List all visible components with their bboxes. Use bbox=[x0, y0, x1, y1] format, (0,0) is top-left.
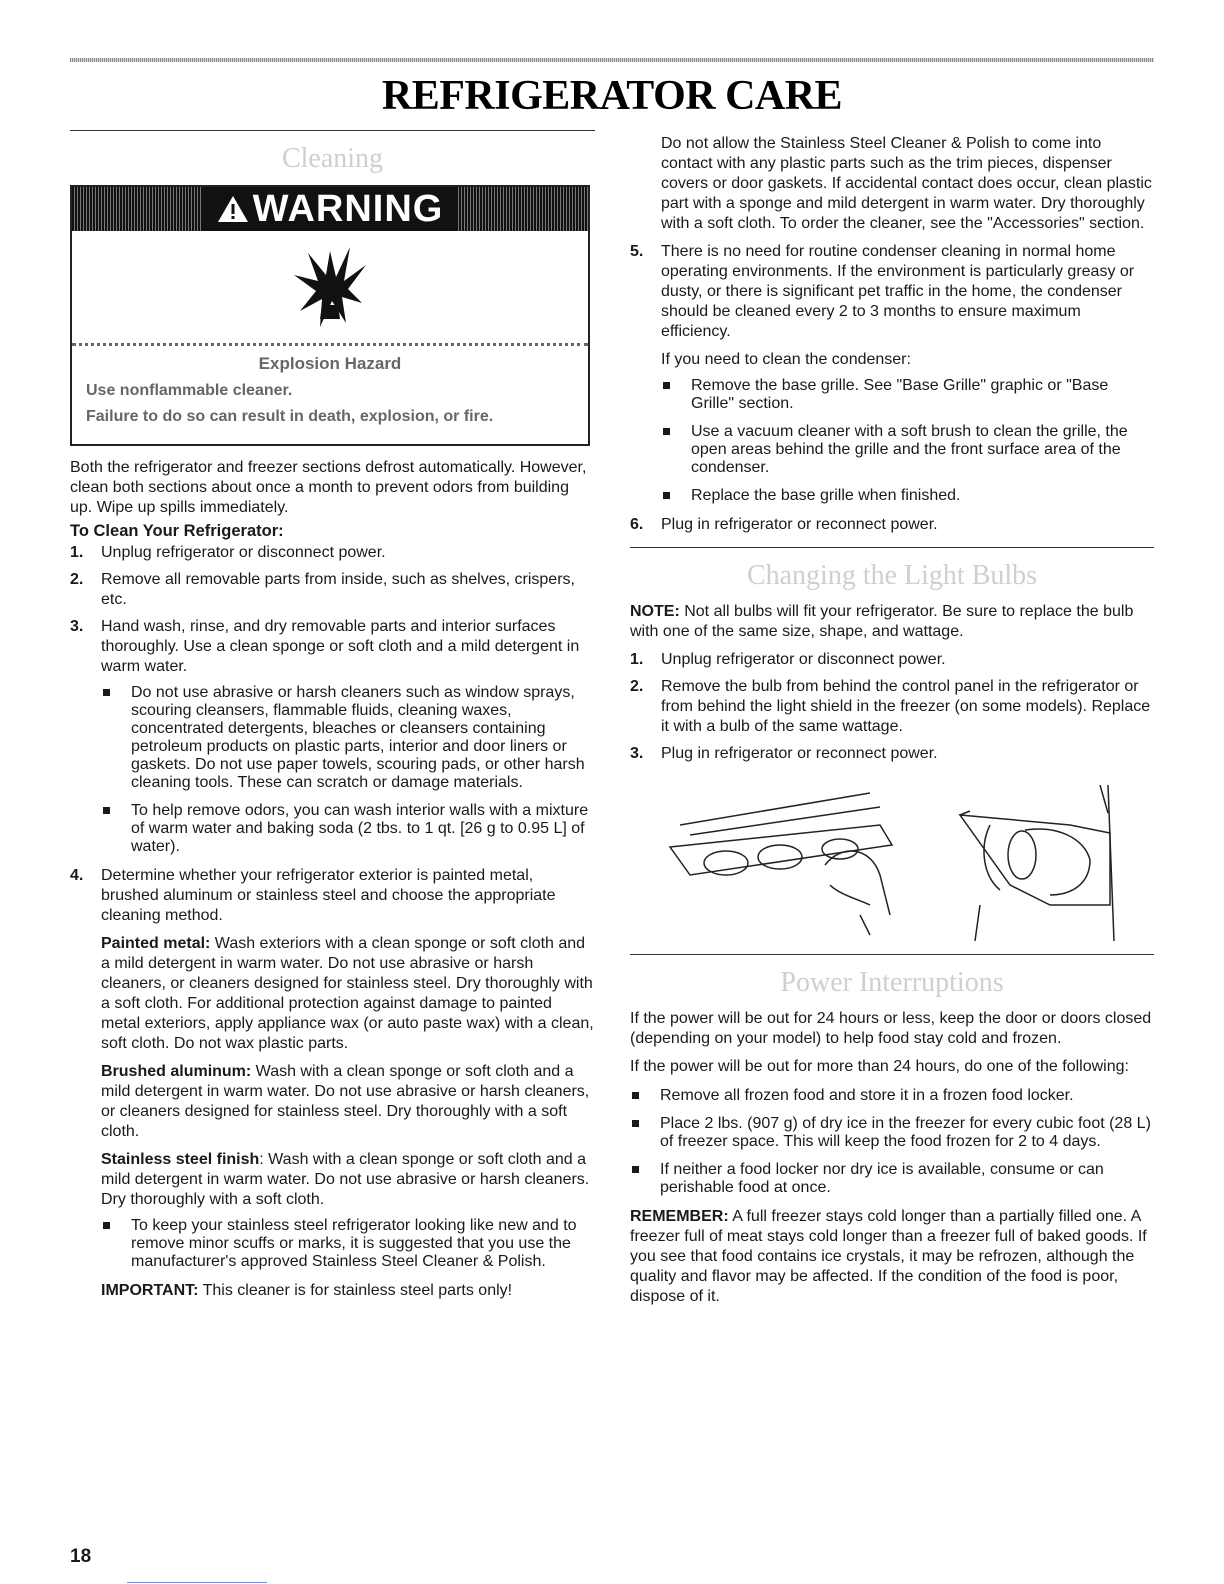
note-label: NOTE: bbox=[630, 603, 680, 620]
brushed-text: Wash with a clean sponge or soft cloth and a mild detergent in warm water. Do not use abrasive or harsh cleaners, or cleaners designed for stainless steel. Dry thoroughly with a soft cloth. bbox=[101, 1063, 590, 1140]
list-item: To keep your stainless steel refrigerator looking like new and to remove minor scuffs or marks, it is suggested that you use the manufacturer's approved Stainless Steel Cleaner & Polish. bbox=[101, 1217, 595, 1271]
list-item: 1. Unplug refrigerator or disconnect power. bbox=[70, 544, 386, 561]
cleaning-heading: Cleaning bbox=[281, 143, 384, 174]
bulb-replacement-illustration bbox=[630, 785, 1154, 941]
step-text: There is no need for routine condenser cleaning in normal home operating environments. If the environment is particularly greasy or dusty, or there is significant pet traffic in the home, the condenser should be cleaned every 2 to 3 months to ensure maximum efficiency. bbox=[661, 243, 1135, 340]
cleaning-subheading: To Clean Your Refrigerator: bbox=[70, 522, 284, 540]
list-item: Place 2 lbs. (907 g) of dry ice in the freezer for every cubic foot (28 L) of freezer space. This will keep the food frozen for 2 to 4 days. bbox=[630, 1115, 1154, 1151]
step3-bullets bbox=[101, 684, 595, 856]
cleaning-steps bbox=[70, 543, 595, 1301]
list-item: 5. There is no need for routine condenser cleaning in normal home operating environments. If the environment is particularly greasy or dusty, or there is significant pet traffic in the home, the condenser should be cleaned every 2 to 3 months to ensure maximum efficiency. If you need to clean the condenser: Remove the base grille. See "Base Grille" graphic or "Base Grille" section. Use a vacuum cleaner with a soft brush to clean the grille, the open areas behind the grille and the front surface area of the condenser. Replace the base grille when finished. bbox=[630, 242, 1154, 505]
stainless-label: Stainless steel finish bbox=[101, 1151, 260, 1168]
bulbs-note bbox=[630, 602, 1154, 642]
bulb-steps bbox=[630, 650, 1154, 764]
list-item: 3. Plug in refrigerator or reconnect power. bbox=[630, 745, 938, 762]
power-paragraph-2: If the power will be out for more than 24 hours, do one of the following: bbox=[630, 1058, 1129, 1075]
painted-label: Painted metal: bbox=[101, 935, 211, 952]
list-item: If neither a food locker nor dry ice is available, consume or can perishable food at once. bbox=[630, 1161, 1154, 1197]
list-item: To help remove odors, you can wash interior walls with a mixture of warm water and baking soda (2 tbs. to 1 qt. [26 g to 0.95 L] of water). bbox=[101, 802, 595, 856]
remember-paragraph bbox=[630, 1207, 1154, 1307]
list-item: Remove the base grille. See "Base Grille" graphic or "Base Grille" section. bbox=[661, 377, 1154, 413]
remember-text: A full freezer stays cold longer than a partially filled one. A freezer full of meat stays cold longer than a freezer full of baked goods. If you see that food contains ice crystals, it may be refrozen, although the quality and flavor may be affected. If the condition of the food is poor, dispose of it. bbox=[630, 1208, 1147, 1305]
list-item: 3. Hand wash, rinse, and dry removable parts and interior surfaces thoroughly. Use a clean sponge or soft cloth and a mild detergent in warm water. Do not use abrasive or harsh cleaners such as window sprays, scouring cleansers, flammable fluids, cleaning waxes, concentrated detergents, bleaches or cleansers containing petroleum products on plastic parts, interior and door liners or gaskets. Do not use paper towels, scouring pads, or other harsh cleaning tools. These can scratch or damage materials. To help remove odors, you can wash interior walls with a mixture of warm water and baking soda (2 tbs. to 1 qt. [26 g to 0.95 L] of water). bbox=[70, 617, 595, 856]
condenser-bullets bbox=[661, 377, 1154, 505]
painted-metal-paragraph bbox=[101, 934, 595, 1054]
list-item: 2. Remove the bulb from behind the control panel in the refrigerator or from behind the light shield in the freezer (on some models). Replace it with a bulb of the same wattage. bbox=[630, 678, 1151, 735]
stainless-continued: Do not allow the Stainless Steel Cleaner & Polish to come into contact with any plastic parts such as the trim pieces, dispenser covers or door gaskets. If accidental contact does occur, clean plastic part with a sponge and mild detergent in warm water. Dry thoroughly with a soft cloth. To order the cleaner, see the "Accessories" section. bbox=[661, 135, 1152, 232]
step-text: Plug in refrigerator or reconnect power. bbox=[661, 745, 938, 762]
warning-banner bbox=[203, 187, 458, 231]
important-text: This cleaner is for stainless steel parts only! bbox=[198, 1282, 513, 1299]
warning-label: WARNING bbox=[252, 188, 444, 230]
section-divider bbox=[630, 547, 1154, 548]
left-column bbox=[70, 130, 595, 1308]
list-item: Replace the base grille when finished. bbox=[661, 487, 1154, 505]
step-text: Plug in refrigerator or reconnect power. bbox=[661, 516, 938, 533]
section-divider bbox=[70, 130, 595, 131]
power-paragraph-1: If the power will be out for 24 hours or less, keep the door or doors closed (depending on your model) to help food stay cold and frozen. bbox=[630, 1010, 1152, 1047]
step-text: Hand wash, rinse, and dry removable parts and interior surfaces thoroughly. Use a clean sponge or soft cloth and a mild detergent in warm water. bbox=[101, 618, 580, 675]
warning-header bbox=[72, 187, 588, 231]
cleaning-steps-continued bbox=[630, 242, 1154, 535]
top-dotted-rule bbox=[70, 58, 1154, 62]
note-text: Not all bulbs will fit your refrigerator. Be sure to replace the bulb with one of the same size, shape, and wattage. bbox=[630, 603, 1134, 640]
right-column bbox=[630, 134, 1154, 1307]
step-text: Unplug refrigerator or disconnect power. bbox=[101, 544, 386, 561]
warning-triangle-icon bbox=[217, 194, 249, 224]
warning-hazard: Explosion Hazard bbox=[258, 354, 402, 373]
important-label: IMPORTANT: bbox=[101, 1282, 199, 1299]
power-heading: Power Interruptions bbox=[780, 967, 1004, 998]
painted-text: Wash exteriors with a clean sponge or soft cloth and a mild detergent in warm water. Do not use abrasive or harsh cleaners, or cleaners designed for stainless steel. Dry thoroughly with a soft cloth. For additional protection against damage to painted metal exteriors, apply appliance wax (or auto paste wax) with a clean, soft cloth. Do not wax plastic parts. bbox=[101, 935, 594, 1052]
stainless-paragraph bbox=[101, 1150, 595, 1210]
remember-label: REMEMBER: bbox=[630, 1208, 729, 1225]
list-item: Do not use abrasive or harsh cleaners such as window sprays, scouring cleansers, flammable fluids, cleaning waxes, concentrated detergents, bleaches or cleansers containing petroleum products on plastic parts, interior and door liners or gaskets. Do not use paper towels, scouring pads, or other harsh cleaning tools. These can scratch or damage materials. bbox=[101, 684, 595, 792]
important-paragraph bbox=[101, 1281, 595, 1301]
step-text: Determine whether your refrigerator exterior is painted metal, brushed aluminum or stainless steel and choose the appropriate cleaning method. bbox=[101, 867, 556, 924]
freezer-light-drawing bbox=[960, 785, 1114, 941]
explosion-icon bbox=[290, 243, 370, 331]
warning-line-1: Use nonflammable cleaner. bbox=[86, 382, 293, 399]
list-item: Remove all frozen food and store it in a frozen food locker. bbox=[630, 1087, 1154, 1105]
list-item: 2. Remove all removable parts from inside, such as shelves, crispers, etc. bbox=[70, 571, 575, 608]
step-text: Remove all removable parts from inside, such as shelves, crispers, etc. bbox=[101, 571, 575, 608]
list-item: 4. Determine whether your refrigerator exterior is painted metal, brushed aluminum or stainless steel and choose the appropriate cleaning method. Painted metal: Wash exteriors with a clean sponge or soft cloth and a mild detergent in warm water. Do not use abrasive or harsh cleaners, or cleaners designed for stainless steel. Dry thoroughly with a soft cloth. For additional protection against damage to painted metal exteriors, apply appliance wax (or auto paste wax) with a clean, soft cloth. Do not wax plastic parts. Brushed aluminum: Wash with a clean sponge or soft cloth and a mild detergent in warm water. Do not use abrasive or harsh cleaners, or cleaners designed for stainless steel. Dry thoroughly with a soft cloth. Stainless steel finish: Wash with a clean sponge or soft cloth and a mild detergent in warm water. Do not use abrasive or harsh cleaners. Dry thoroughly with a soft cloth. To keep your stainless steel refrigerator looking like new and to remove minor scuffs or marks, it is suggested that you use the manufacturer's approved Stainless Steel Cleaner & Polish. IMPORTANT: This cleaner is for stainless steel parts only! bbox=[70, 867, 594, 1299]
power-bullets bbox=[630, 1087, 1154, 1197]
step-text: Remove the bulb from behind the control panel in the refrigerator or from behind the light shield in the freezer (on some models). Replace it with a bulb of the same wattage. bbox=[661, 678, 1151, 735]
list-item: Use a vacuum cleaner with a soft brush to clean the grille, the open areas behind the grille and the front surface area of the condenser. bbox=[661, 423, 1154, 477]
warning-line-2: Failure to do so can result in death, explosion, or fire. bbox=[86, 408, 494, 425]
cleaning-intro: Both the refrigerator and freezer sections defrost automatically. However, clean both sections about once a month to prevent odors from building up. Wipe up spills immediately. bbox=[70, 459, 587, 516]
control-panel-drawing bbox=[670, 793, 892, 935]
page-number: 18 bbox=[70, 1546, 92, 1567]
brushed-aluminum-paragraph bbox=[101, 1062, 595, 1142]
list-item: 1. Unplug refrigerator or disconnect power. bbox=[630, 651, 946, 668]
warning-box bbox=[70, 185, 590, 446]
explosion-pictogram bbox=[72, 231, 588, 346]
condenser-intro: If you need to clean the condenser: bbox=[661, 351, 911, 368]
brushed-label: Brushed aluminum: bbox=[101, 1063, 252, 1080]
page-title: REFRIGERATOR CARE bbox=[381, 73, 843, 119]
stainless-text: : Wash with a clean sponge or soft cloth and a mild detergent in warm water. Do not use abrasive or harsh cleaners. Dry thoroughly with a soft cloth. bbox=[101, 1151, 590, 1208]
list-item: 6. Plug in refrigerator or reconnect power. bbox=[630, 516, 938, 533]
footer-line bbox=[127, 1582, 267, 1583]
section-divider bbox=[630, 954, 1154, 955]
stainless-bullets bbox=[101, 1217, 595, 1271]
bulbs-heading: Changing the Light Bulbs bbox=[746, 560, 1038, 591]
step-text: Unplug refrigerator or disconnect power. bbox=[661, 651, 946, 668]
warning-text bbox=[72, 346, 588, 444]
